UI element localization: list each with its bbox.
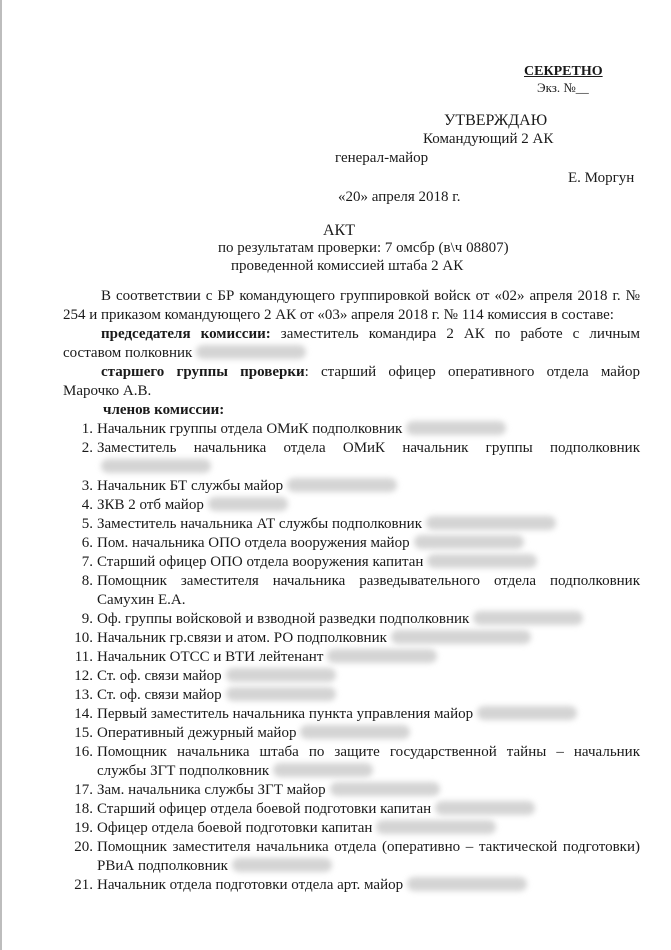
member-position: Оф. группы войсковой и взводной разведки подполковник — [97, 611, 470, 627]
member-item — [63, 629, 640, 648]
member-text — [97, 667, 640, 686]
member-position: Заместитель начальника отдела ОМиК начальник группы подполковник — [97, 440, 640, 456]
redaction — [327, 649, 437, 663]
redaction — [407, 877, 527, 891]
member-position: Зам. начальника службы ЗГТ майор — [97, 782, 326, 798]
member-position: Ст. оф. связи майор — [97, 687, 222, 703]
member-position: Начальник гр.связи и атом. РО подполковник — [97, 630, 387, 646]
member-text — [97, 534, 640, 553]
member-number: 7. — [81, 554, 93, 570]
member-text — [97, 439, 640, 477]
approval-heading: УТВЕРЖДАЮ — [444, 112, 548, 129]
member-text — [97, 686, 640, 705]
member-text — [97, 420, 640, 439]
document-body — [63, 287, 640, 895]
member-item — [63, 420, 640, 439]
senior-label: старшего группы проверки — [101, 364, 305, 380]
senior-paragraph — [63, 363, 640, 401]
members-list — [63, 420, 640, 895]
document-subtitle-2: проведенной комиссией штаба 2 АК — [231, 258, 464, 274]
redaction — [473, 611, 583, 625]
member-number: 18. — [74, 801, 93, 817]
redaction — [101, 459, 211, 473]
member-number: 14. — [74, 706, 93, 722]
chairman-text: заместитель командира 2 АК по работе с личным составом полковник — [63, 326, 640, 361]
member-number: 5. — [81, 516, 93, 532]
member-item — [63, 496, 640, 515]
member-number: 21. — [74, 877, 93, 893]
member-number: 9. — [81, 611, 93, 627]
redaction — [435, 801, 535, 815]
member-text — [97, 838, 640, 876]
member-position: Начальник ОТСС и ВТИ лейтенант — [97, 649, 324, 665]
redaction — [427, 554, 537, 568]
redaction — [208, 497, 288, 511]
member-item — [63, 686, 640, 705]
redaction — [232, 858, 332, 872]
member-item — [63, 876, 640, 895]
redaction — [477, 706, 577, 720]
member-position: Заместитель начальника АТ службы подполковник — [97, 516, 422, 532]
member-item — [63, 648, 640, 667]
member-position: Помощник начальника штаба по защите государственной тайны – начальник службы ЗГТ подполковник — [97, 744, 640, 779]
member-number: 12. — [74, 668, 93, 684]
redaction — [391, 630, 531, 644]
member-text — [97, 876, 640, 895]
member-position: Офицер отдела боевой подготовки капитан — [97, 820, 373, 836]
member-number: 6. — [81, 535, 93, 551]
redaction — [330, 782, 440, 796]
member-position: Ст. оф. связи майор — [97, 668, 222, 684]
member-text — [97, 553, 640, 572]
redaction — [414, 535, 524, 549]
member-item — [63, 553, 640, 572]
page-edge — [0, 0, 2, 950]
member-position: Начальник группы отдела ОМиК подполковник — [97, 421, 403, 437]
member-position: ЗКВ 2 отб майор — [97, 497, 204, 513]
member-text — [97, 477, 640, 496]
redaction — [406, 421, 506, 435]
copy-number: Экз. №__ — [537, 80, 589, 95]
member-item — [63, 572, 640, 610]
classification-mark: СЕКРЕТНО — [524, 64, 603, 79]
member-text — [97, 648, 640, 667]
member-position: Пом. начальника ОПО отдела вооружения майор — [97, 535, 410, 551]
member-number: 4. — [81, 497, 93, 513]
member-number: 8. — [81, 573, 93, 589]
member-position: Старший офицер ОПО отдела вооружения капитан — [97, 554, 424, 570]
senior-text: : старший офицер оперативного отдела майор Марочко А.В. — [63, 364, 640, 399]
member-item — [63, 800, 640, 819]
member-number: 20. — [74, 839, 93, 855]
member-text — [97, 800, 640, 819]
member-text — [97, 781, 640, 800]
member-position: Первый заместитель начальника пункта управления майор — [97, 706, 474, 722]
member-item — [63, 515, 640, 534]
member-text — [97, 496, 640, 515]
member-item — [63, 705, 640, 724]
member-text — [97, 572, 640, 610]
member-position: Начальник БТ службы майор — [97, 478, 284, 494]
redaction — [287, 478, 397, 492]
member-number: 11. — [74, 649, 93, 665]
redaction — [300, 725, 410, 739]
member-position: Помощник заместителя начальника отдела (оперативно – тактической подготовки) РВиА подполковник — [97, 839, 640, 874]
member-number: 16. — [74, 744, 93, 760]
approver-position: Командующий 2 АК — [423, 131, 554, 147]
member-item — [63, 534, 640, 553]
member-item — [63, 439, 640, 477]
member-text — [97, 705, 640, 724]
approval-date: «20» апреля 2018 г. — [338, 189, 461, 205]
member-number: 19. — [74, 820, 93, 836]
member-text — [97, 819, 640, 838]
member-position: Помощник заместителя начальника разведывательного отдела подполковник Самухин Е.А. — [97, 573, 640, 608]
member-text — [97, 724, 640, 743]
redaction — [376, 820, 496, 834]
member-item — [63, 667, 640, 686]
member-number: 10. — [74, 630, 93, 646]
redaction — [226, 687, 336, 701]
member-item — [63, 781, 640, 800]
document-subtitle-1: по результатам проверки: 7 омсбр (в\ч 08807) — [218, 240, 509, 256]
member-item — [63, 477, 640, 496]
redaction — [273, 763, 373, 777]
members-label: членов комиссии: — [103, 402, 225, 418]
approver-name: Е. Моргун — [568, 170, 635, 186]
member-position: Оперативный дежурный майор — [97, 725, 297, 741]
member-number: 17. — [74, 782, 93, 798]
intro-paragraph: В соответствии с БР командующего группировкой войск от «02» апреля 2018 г. № 254 и приказом командующего 2 АК от «03» апреля 2018 г. № 114 комиссия в составе: — [63, 288, 640, 323]
member-text — [97, 610, 640, 629]
member-item — [63, 819, 640, 838]
chairman-paragraph — [63, 325, 640, 363]
member-number: 2. — [81, 440, 93, 456]
member-item — [63, 838, 640, 876]
redaction — [226, 668, 336, 682]
member-number: 15. — [74, 725, 93, 741]
member-item — [63, 724, 640, 743]
member-item — [63, 610, 640, 629]
member-text — [97, 743, 640, 781]
member-number: 3. — [81, 478, 93, 494]
member-text — [97, 629, 640, 648]
redaction — [196, 345, 306, 359]
document-title: АКТ — [323, 222, 355, 239]
member-position: Начальник отдела подготовки отдела арт. майор — [97, 877, 404, 893]
member-number: 1. — [81, 421, 93, 437]
member-position: Старший офицер отдела боевой подготовки капитан — [97, 801, 432, 817]
member-item — [63, 743, 640, 781]
member-number: 13. — [74, 687, 93, 703]
chairman-label: председателя комиссии: — [101, 326, 271, 342]
redaction — [426, 516, 556, 530]
approver-rank: генерал-майор — [335, 150, 429, 166]
member-text — [97, 515, 640, 534]
